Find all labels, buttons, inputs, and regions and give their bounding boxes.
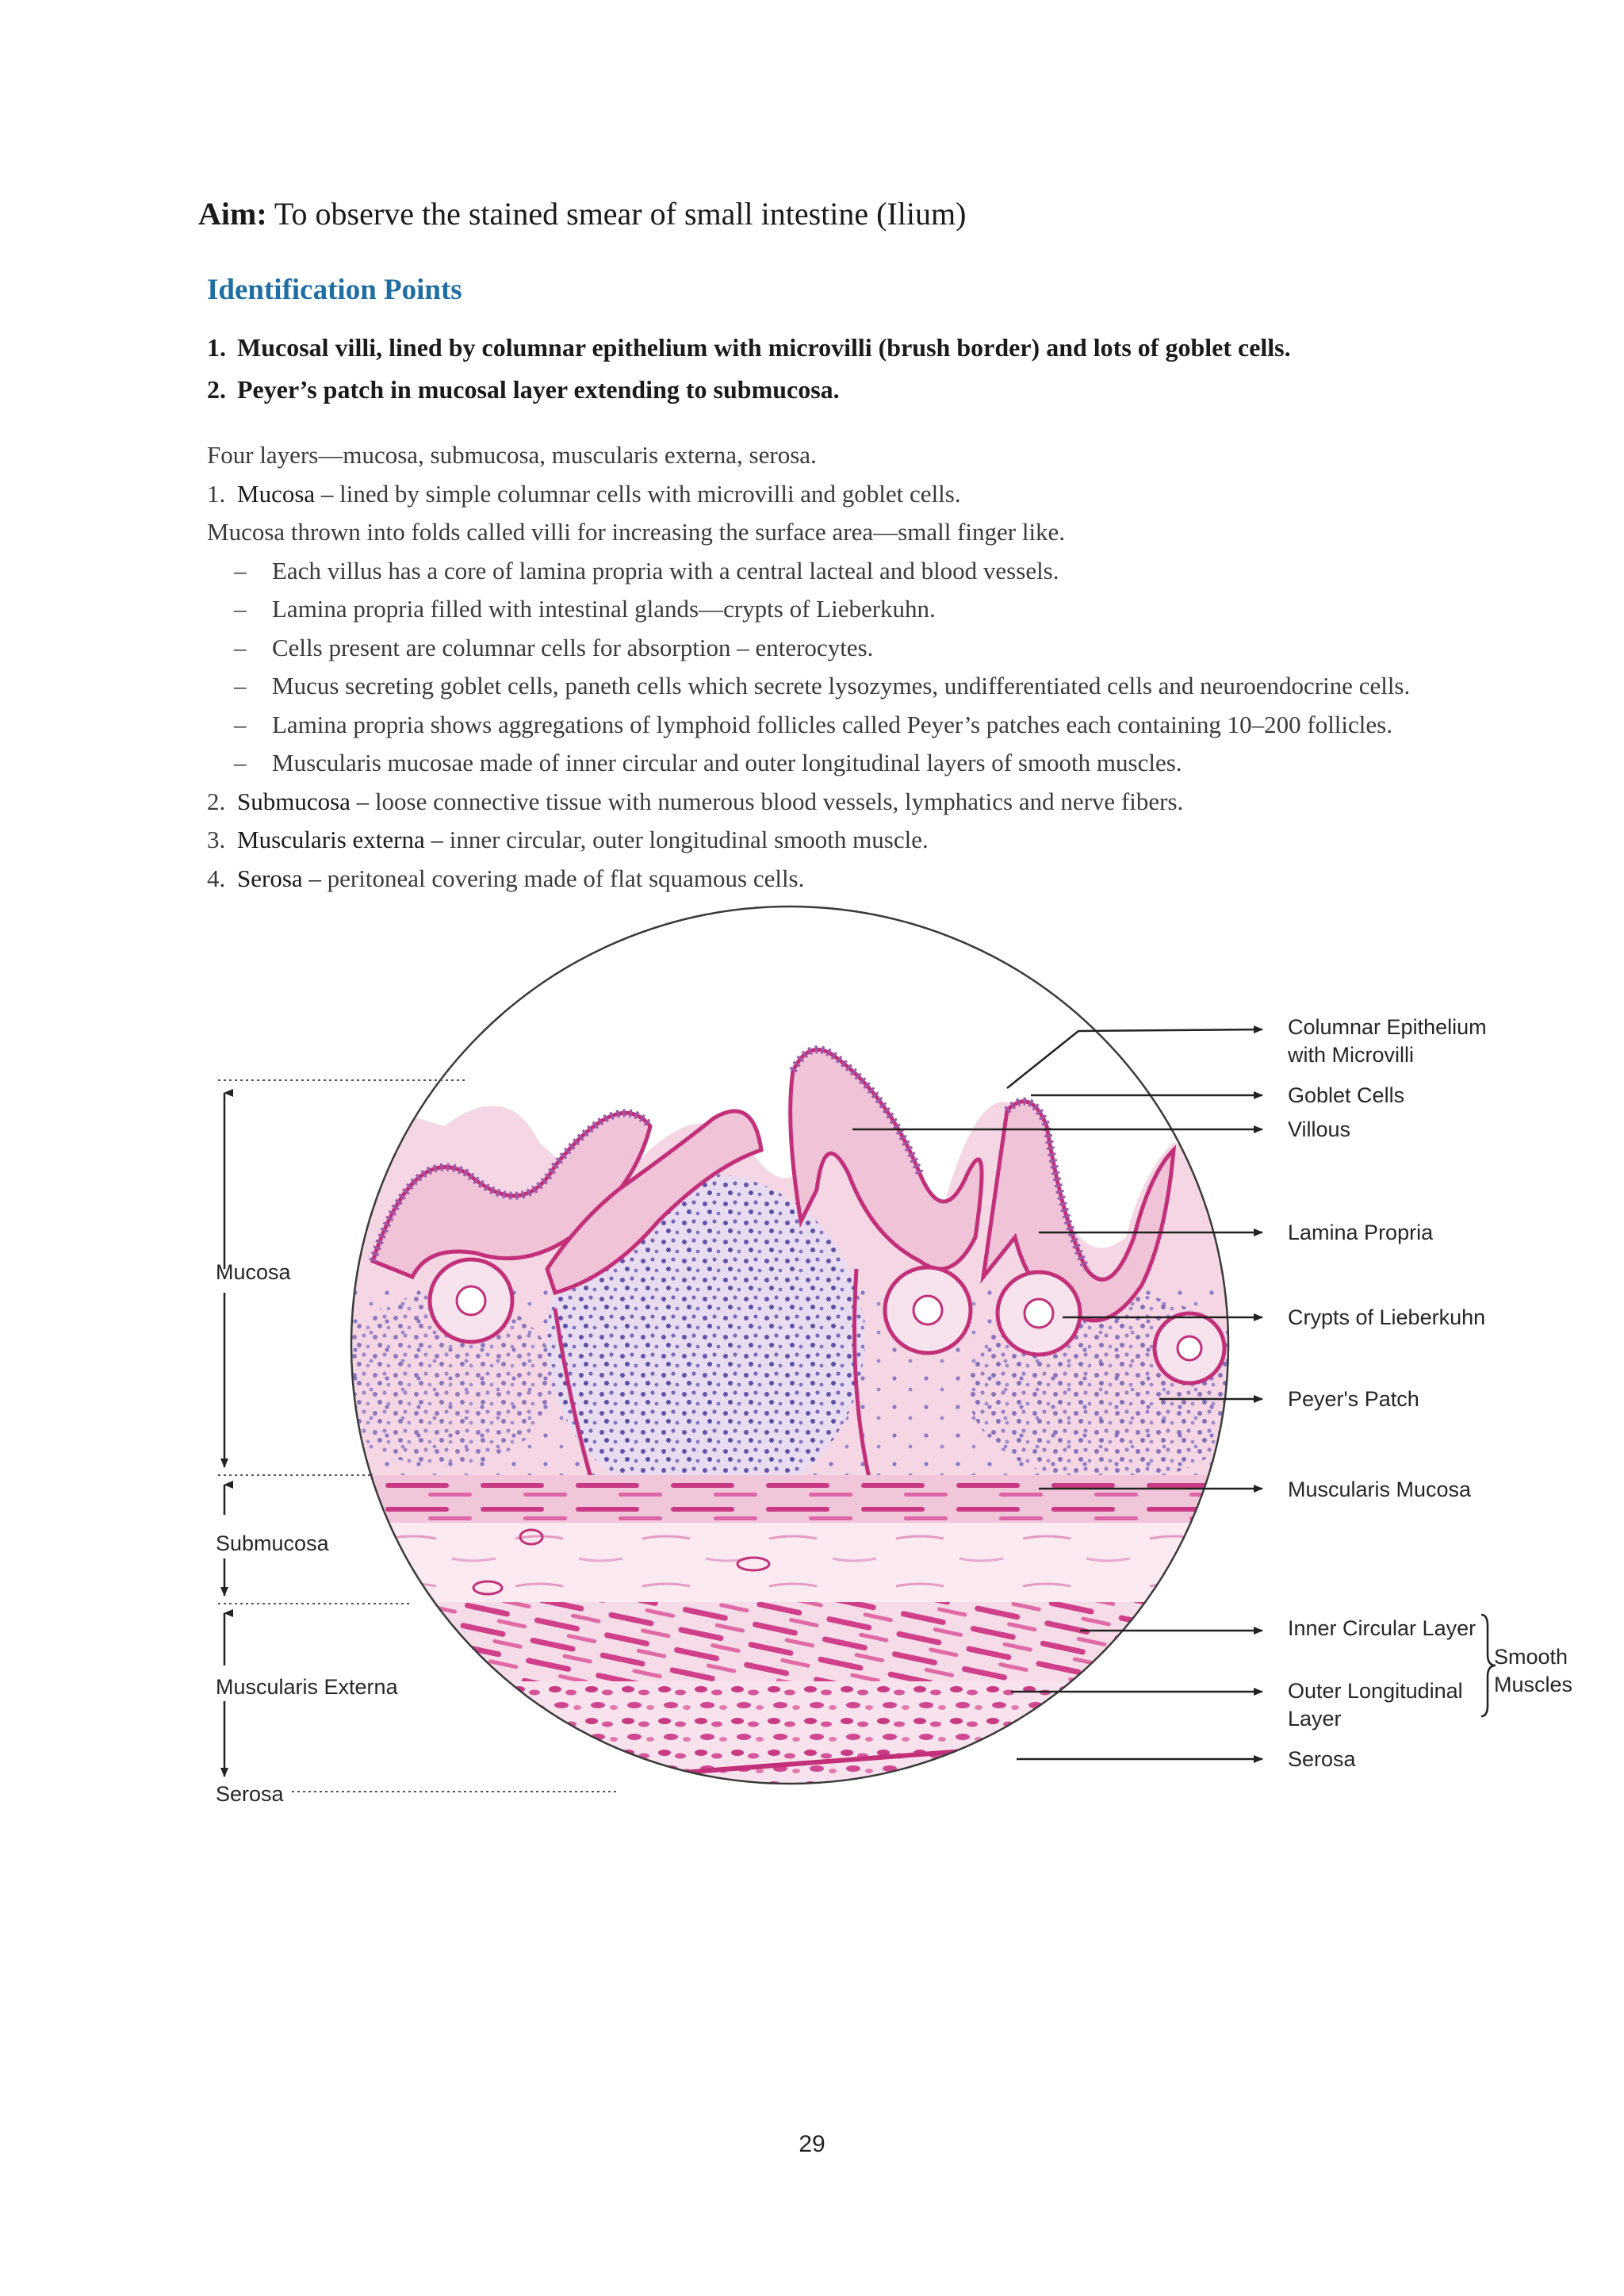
- point-number: 2.: [207, 375, 226, 404]
- dash-mark: –: [234, 749, 247, 776]
- list-term: Serosa –: [237, 864, 321, 892]
- page-number: 29: [799, 2131, 825, 2157]
- list-term: Mucosa –: [237, 479, 334, 508]
- label-columnar-epithelium: Columnar Epithelium: [1288, 1015, 1487, 1039]
- list-description: inner circular, outer longitudinal smooth muscle.: [442, 826, 929, 853]
- label-smooth: Smooth: [1494, 1645, 1568, 1669]
- list-description: peritoneal covering made of flat squamous cells.: [320, 864, 805, 892]
- label-peyers-patch: Peyer's Patch: [1288, 1387, 1419, 1411]
- label-inner-circular: Inner Circular Layer: [1288, 1616, 1477, 1640]
- label-serosa-right: Serosa: [1288, 1747, 1356, 1771]
- dash-mark: –: [234, 633, 247, 661]
- dash-text: Lamina propria shows aggregations of lymphoid follicles called Peyer’s patches each containing 10–200 follicles.: [272, 710, 1392, 738]
- aim-text: To observe the stained smear of small intestine (Ilium): [266, 196, 967, 232]
- label-submucosa: Submucosa: [216, 1531, 329, 1555]
- label-mucosa: Mucosa: [216, 1260, 291, 1284]
- dash-text: Cells present are columnar cells for absorption – enterocytes.: [272, 633, 874, 661]
- label-muscularis-externa: Muscularis Externa: [216, 1675, 398, 1699]
- list-number: 4.: [207, 864, 226, 892]
- list-term: Submucosa –: [237, 787, 370, 815]
- identification-heading: Identification Points: [207, 274, 462, 306]
- list-description: loose connective tissue with numerous blood vessels, lymphatics and nerve fibers.: [369, 787, 1184, 815]
- list-term: Muscularis externa –: [237, 826, 443, 853]
- point-text: Peyer’s patch in mucosal layer extending to submucosa.: [237, 375, 840, 404]
- label-muscularis-mucosa: Muscularis Mucosa: [1288, 1478, 1472, 1501]
- dash-text: Each villus has a core of lamina propria with a central lacteal and blood vessels.: [272, 556, 1059, 585]
- dash-text: Muscularis mucosae made of inner circular and outer longitudinal layers of smooth muscles.: [272, 749, 1182, 776]
- intro-line: Four layers—mucosa, submucosa, muscularis externa, serosa.: [207, 441, 817, 469]
- dash-mark: –: [234, 556, 247, 585]
- list-number: 3.: [207, 826, 226, 853]
- label-layer: Layer: [1288, 1707, 1342, 1731]
- point-text: Mucosal villi, lined by columnar epithelium with microvilli (brush border) and lots of goblet cells.: [237, 333, 1291, 362]
- dash-mark: –: [234, 672, 247, 700]
- dash-text: Mucus secreting goblet cells, paneth cells which secrete lysozymes, undifferentiated cells and neuroendocrine cells.: [272, 672, 1411, 700]
- dash-text: Lamina propria filled with intestinal glands—crypts of Lieberkuhn.: [272, 595, 936, 623]
- list-description: lined by simple columnar cells with microvilli and goblet cells.: [333, 479, 961, 508]
- tissue-section: [317, 872, 1269, 1824]
- label-outer-longitudinal: Outer Longitudinal: [1288, 1679, 1463, 1703]
- label-villous: Villous: [1288, 1117, 1351, 1141]
- label-muscles: Muscles: [1494, 1673, 1573, 1696]
- label-lamina-propria: Lamina Propria: [1288, 1221, 1434, 1244]
- label-serosa-left: Serosa: [216, 1782, 284, 1806]
- label-with-microvilli: with Microvilli: [1288, 1043, 1415, 1067]
- point-number: 1.: [207, 333, 226, 362]
- list-number: 1.: [207, 479, 226, 508]
- label-goblet-cells: Goblet Cells: [1288, 1083, 1405, 1107]
- dash-mark: –: [234, 595, 247, 623]
- dash-mark: –: [234, 710, 247, 738]
- label-crypts: Crypts of Lieberkuhn: [1288, 1305, 1486, 1329]
- aim-label: Aim:: [198, 196, 267, 232]
- list-number: 2.: [207, 787, 226, 815]
- mucosa-folds-line: Mucosa thrown into folds called villi for increasing the surface area—small finger like.: [207, 518, 1066, 546]
